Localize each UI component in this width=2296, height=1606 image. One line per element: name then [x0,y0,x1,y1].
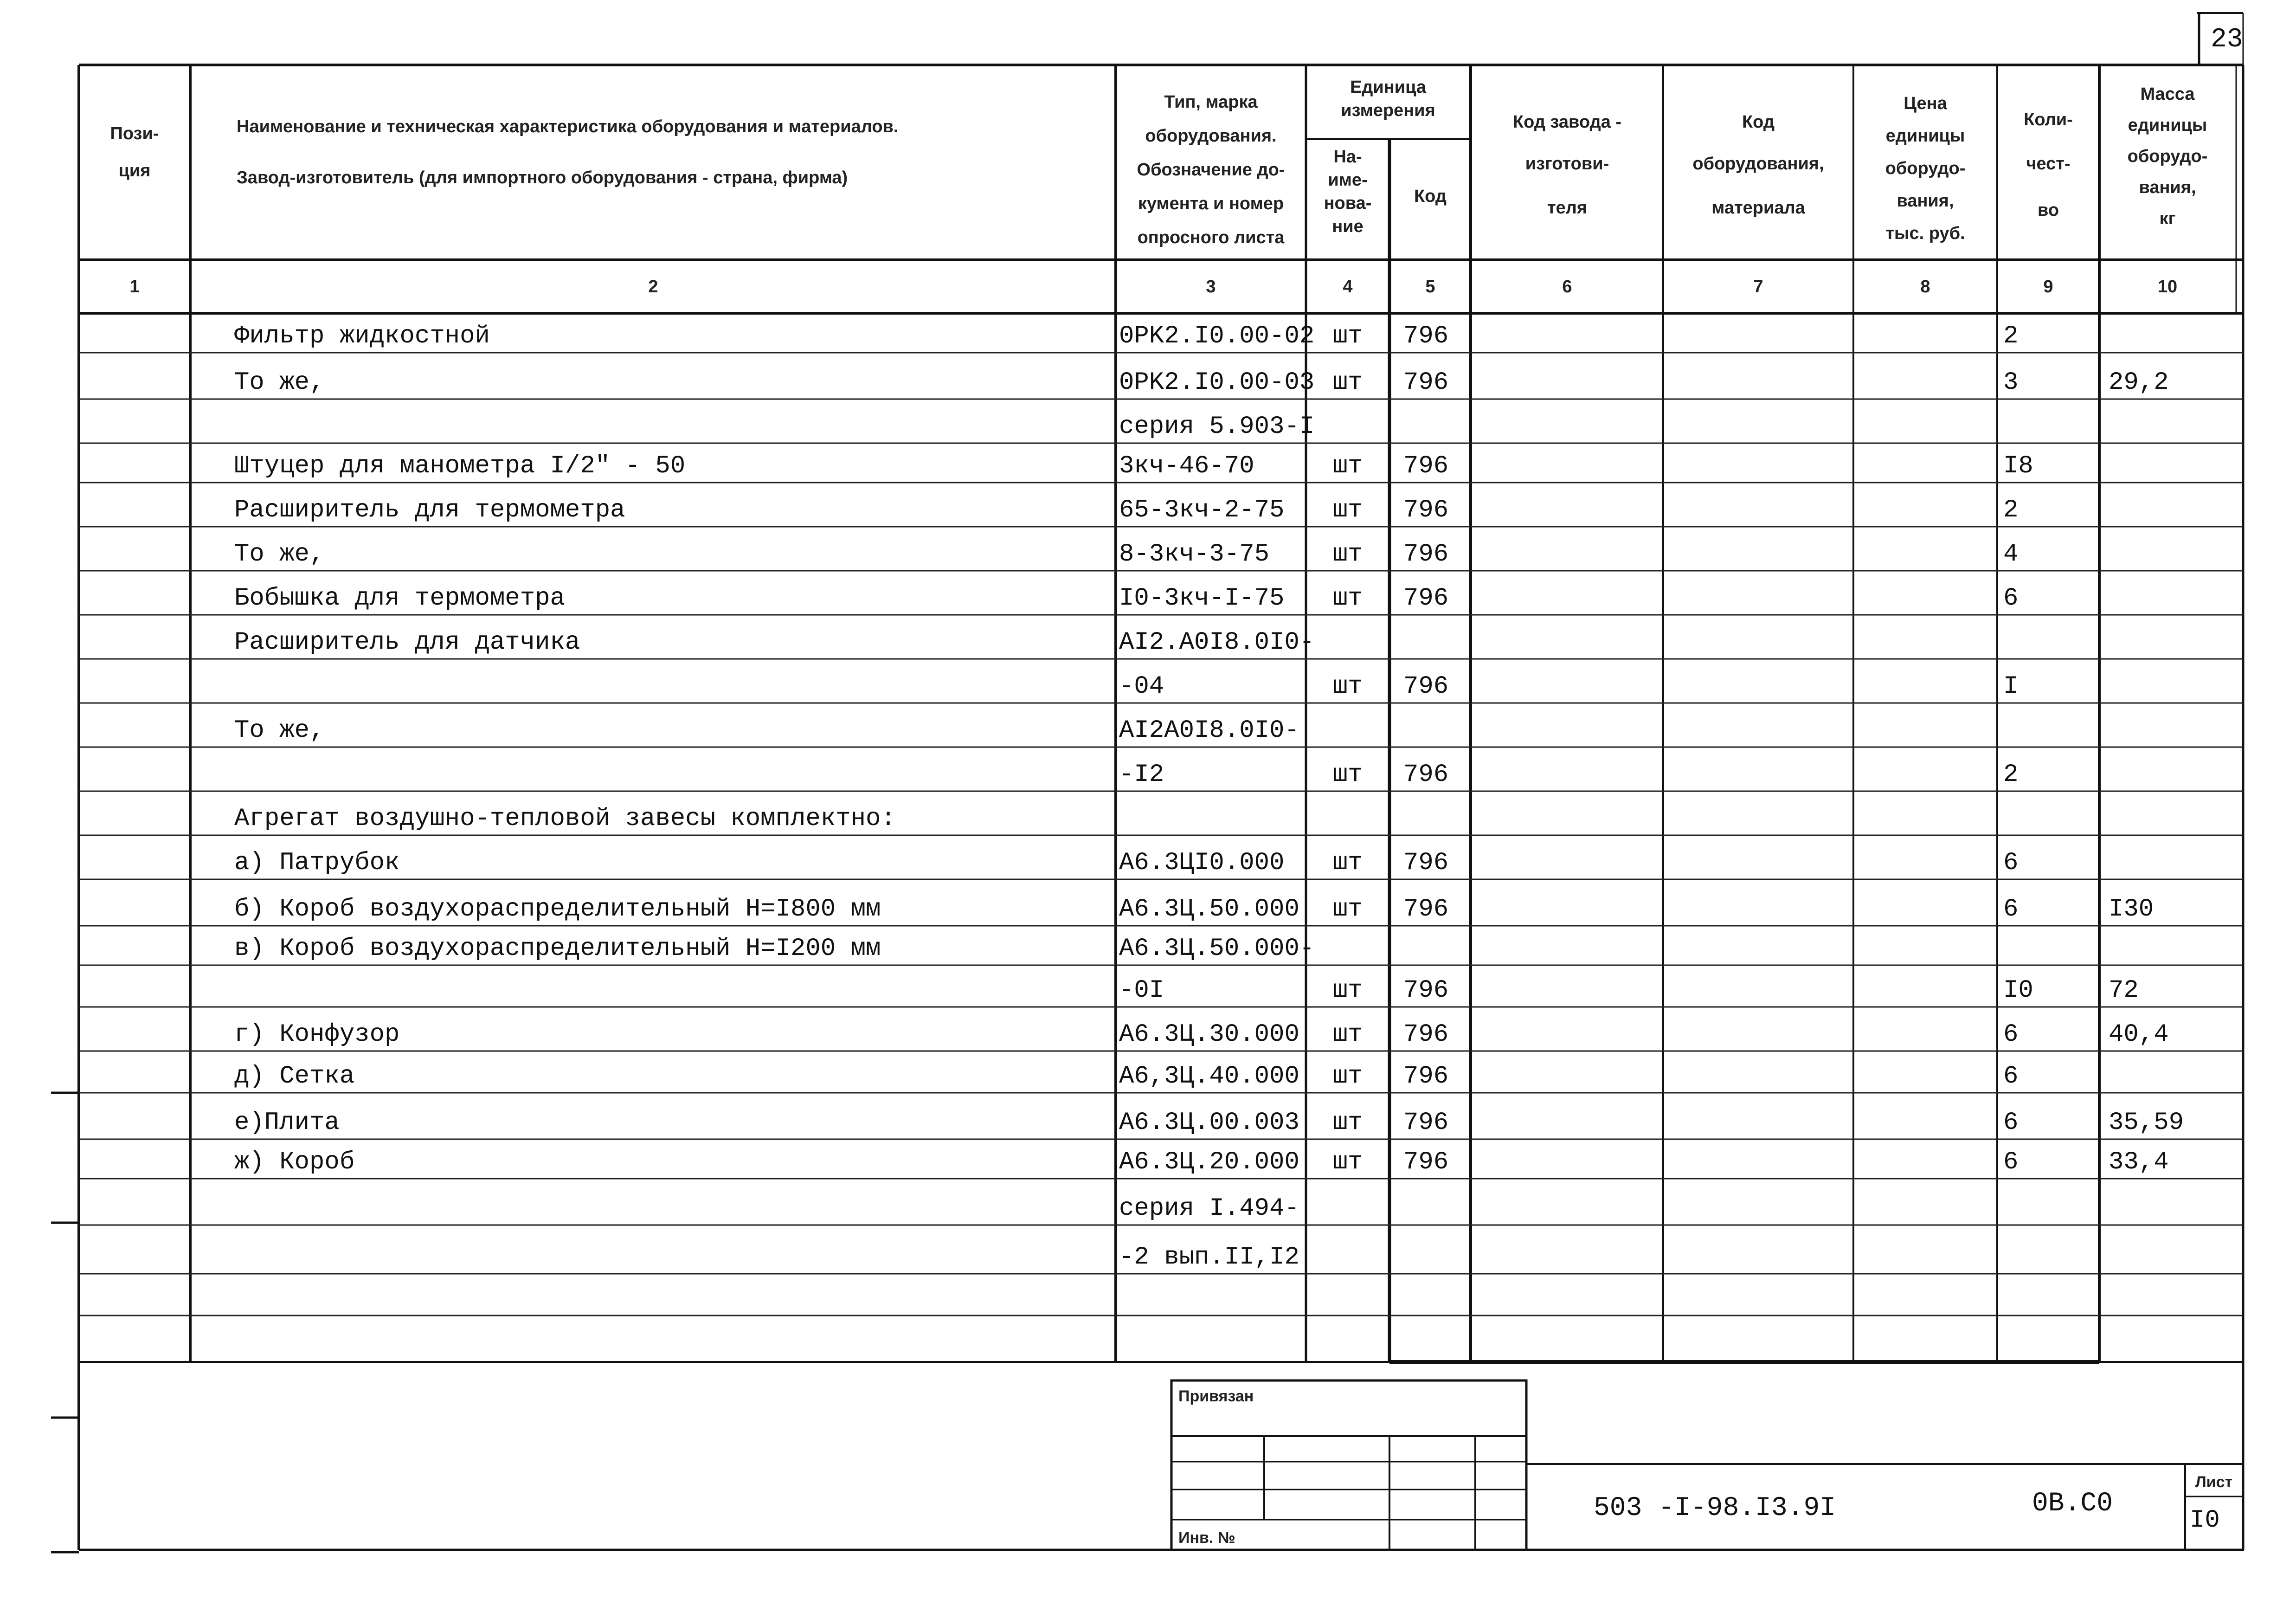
column-number-4: 4 [1343,277,1353,297]
cell-type: 8-3кч-3-75 [1119,540,1270,568]
cell-type: AI2A0I8.0I0- [1119,716,1299,745]
cell-code: 796 [1403,849,1449,877]
header-unit-name-line3: нова- [1324,193,1372,213]
cell-unit: шт [1332,1148,1363,1176]
cell-code: 796 [1403,452,1449,480]
cell-type: A6.3Ц.50.000- [1119,935,1315,963]
table-row [79,716,2243,747]
cell-name: То же, [234,368,325,397]
corner-sheet-box [2197,13,2243,65]
cell-qty: 3 [2003,368,2019,397]
table-row [79,1148,2243,1179]
cell-name: а) Патрубок [234,849,400,877]
title-block [1171,1380,2243,1550]
cell-name: г) Конфузор [234,1020,400,1049]
header-unit-line2: измерения [1341,101,1435,120]
header-mass-line4: вания, [2139,178,2196,197]
cell-qty: I8 [2003,452,2033,480]
table-row [79,540,2243,571]
cell-type: -04 [1119,672,1164,701]
header-mass-line3: оборудо- [2127,147,2208,166]
table-row [79,584,2243,615]
column-number-10: 10 [2157,277,2178,297]
header-quantity-line2: чест- [2026,154,2071,174]
column-number-1: 1 [129,277,140,297]
sheet-label: Лист [2195,1473,2233,1491]
cell-mass: 35,59 [2109,1109,2184,1137]
column-number-2: 2 [648,277,658,297]
column-number-6: 6 [1562,277,1572,297]
header-position-line1: Пози- [110,124,159,143]
cell-unit: шт [1332,584,1363,613]
cell-name: Штуцер для манометра I/2" - 50 [234,452,686,480]
header-unit-name-line1: На- [1333,147,1362,167]
cell-type: -0I [1119,976,1164,1005]
cell-type: 0PK2.I0.00-03 [1119,368,1315,397]
cell-name: б) Короб воздухораспределительный Н=I800 мм [234,895,881,923]
header-unit-line1: Единица [1350,77,1427,97]
cell-unit: шт [1332,496,1363,524]
cell-mass: 29,2 [2109,368,2169,397]
cell-unit: шт [1332,322,1363,350]
cell-unit: шт [1332,1020,1363,1049]
cell-qty: 2 [2003,496,2019,524]
cell-type: A6,3Ц.40.000 [1119,1062,1299,1090]
cell-qty: 2 [2003,322,2019,350]
attached-label: Привязан [1178,1387,1254,1405]
cell-code: 796 [1403,540,1449,568]
cell-name: в) Короб воздухораспределительный Н=I200 мм [234,935,881,963]
header-type-line3: Обозначение до- [1137,160,1285,180]
sheet-number: I0 [2190,1506,2220,1535]
table-row [79,895,2243,926]
cell-qty: I0 [2003,976,2033,1005]
cell-type: A6.3ЦI0.000 [1119,849,1285,877]
cell-name: То же, [234,716,325,745]
cell-mass: 33,4 [2109,1148,2169,1176]
cell-code: 796 [1403,368,1449,397]
cell-code: 796 [1403,322,1449,350]
inventory-label: Инв. № [1178,1529,1235,1547]
column-number-3: 3 [1206,277,1216,297]
cell-type: серия 5.903-I [1119,413,1315,441]
column-numbers [129,277,2177,297]
cell-unit: шт [1332,1062,1363,1090]
table-row [79,413,2243,443]
cell-name: Бобышка для термометра [234,584,565,613]
table-body [79,322,2243,1316]
cell-type: A6.3Ц.20.000 [1119,1148,1299,1176]
table-row [79,322,2243,353]
header-equipment-code-line3: материала [1711,198,1805,218]
cell-unit: шт [1332,976,1363,1005]
table-row [79,935,2243,965]
cell-name: Фильтр жидкостной [234,322,490,350]
table-row [79,1243,2243,1274]
header-quantity-line3: во [2037,200,2059,220]
cell-qty: 6 [2003,584,2019,613]
cell-code: 796 [1403,672,1449,701]
cell-qty: 6 [2003,1062,2019,1090]
header-type-line4: кумента и номер [1138,194,1284,213]
header-type-line1: Тип, марка [1164,92,1258,112]
header-unit-name-line2: име- [1328,170,1368,190]
cell-unit: шт [1332,672,1363,701]
column-number-7: 7 [1753,277,1763,297]
cell-qty: 4 [2003,540,2019,568]
cell-qty: I [2003,672,2019,701]
cell-type: 3кч-46-70 [1119,452,1254,480]
cell-qty: 6 [2003,895,2019,923]
header-factory-line3: теля [1547,198,1588,218]
header-mass-line2: единицы [2128,116,2207,135]
cell-type: I0-3кч-I-75 [1119,584,1285,613]
header-factory-line1: Код завода - [1512,112,1622,132]
table-row [79,368,2243,399]
header-quantity-line1: Коли- [2024,110,2073,129]
cell-type: серия I.494- [1119,1194,1299,1223]
cell-type: 65-3кч-2-75 [1119,496,1285,524]
document-mark: 0B.C0 [2032,1489,2113,1519]
header-type-line2: оборудования. [1145,126,1277,146]
cell-unit: шт [1332,540,1363,568]
header-name-line2: Завод-изготовитель (для импортного оборудования - страна, фирма) [237,168,848,187]
cell-code: 796 [1403,496,1449,524]
header-unit-code: Код [1414,187,1447,206]
table-row [79,1062,2243,1093]
table-header [110,77,2208,247]
cell-qty: 6 [2003,849,2019,877]
cell-unit: шт [1332,1109,1363,1137]
table-row [79,1020,2243,1051]
corner-sheet-number: 23 [2211,25,2243,55]
cell-unit: шт [1332,849,1363,877]
column-number-8: 8 [1920,277,1930,297]
cell-name: Агрегат воздушно-тепловой завесы комплектно: [234,805,896,833]
cell-unit: шт [1332,452,1363,480]
cell-code: 796 [1403,976,1449,1005]
header-price-line3: оборудо- [1885,159,1966,178]
header-price-line2: единицы [1885,126,1965,146]
cell-code: 796 [1403,895,1449,923]
table-row [79,805,2243,835]
cell-mass: I30 [2109,895,2154,923]
header-position-line2: ция [118,161,151,181]
cell-unit: шт [1332,761,1363,789]
cell-unit: шт [1332,895,1363,923]
cell-code: 796 [1403,761,1449,789]
header-factory-line2: изготови- [1525,154,1609,174]
cell-type: -I2 [1119,761,1164,789]
cell-name: Расширитель для термометра [234,496,625,524]
cell-type: -2 вып.II,I2 [1119,1243,1299,1271]
cell-code: 796 [1403,1148,1449,1176]
cell-code: 796 [1403,1109,1449,1137]
column-number-9: 9 [2043,277,2053,297]
document-code: 503 -I-98.I3.9I [1594,1493,1836,1523]
cell-mass: 40,4 [2109,1020,2169,1049]
cell-name: е)Плита [234,1109,340,1137]
cell-code: 796 [1403,1062,1449,1090]
cell-qty: 6 [2003,1109,2019,1137]
column-number-5: 5 [1425,277,1435,297]
cell-type: AI2.A0I8.0I0- [1119,628,1315,657]
table-row [79,761,2243,791]
cell-qty: 2 [2003,761,2019,789]
header-equipment-code-line1: Код [1742,112,1775,132]
cell-qty: 6 [2003,1020,2019,1049]
table-row [79,496,2243,527]
cell-name: То же, [234,540,325,568]
cell-name: ж) Короб [234,1148,355,1176]
header-price-line5: тыс. руб. [1885,224,1965,243]
header-unit-name-line4: ние [1332,217,1363,236]
header-mass-line5: кг [2159,209,2176,228]
header-mass-line1: Масса [2140,84,2195,104]
table-row [79,452,2243,483]
cell-code: 796 [1403,584,1449,613]
table-row [79,849,2243,879]
table-row [79,1194,2243,1225]
header-name-line1: Наименование и техническая характеристика оборудования и материалов. [237,117,899,136]
cell-mass: 72 [2109,976,2139,1005]
cell-type: A6.3Ц.30.000 [1119,1020,1299,1049]
cell-type: A6.3Ц.00.003 [1119,1109,1299,1137]
header-equipment-code-line2: оборудования, [1692,154,1824,174]
cell-name: д) Сетка [234,1062,355,1090]
cell-code: 796 [1403,1020,1449,1049]
table-row [79,672,2243,703]
table-row [79,976,2243,1007]
table-row [79,1109,2243,1139]
header-type-line5: опросного листа [1137,228,1285,247]
cell-type: 0PK2.I0.00-02 [1119,322,1315,350]
header-price-line4: вания, [1897,191,1954,211]
cell-name: Расширитель для датчика [234,628,580,657]
table-row [79,628,2243,659]
header-price-line1: Цена [1904,94,1947,113]
cell-qty: 6 [2003,1148,2019,1176]
cell-type: A6.3Ц.50.000 [1119,895,1299,923]
cell-unit: шт [1332,368,1363,397]
